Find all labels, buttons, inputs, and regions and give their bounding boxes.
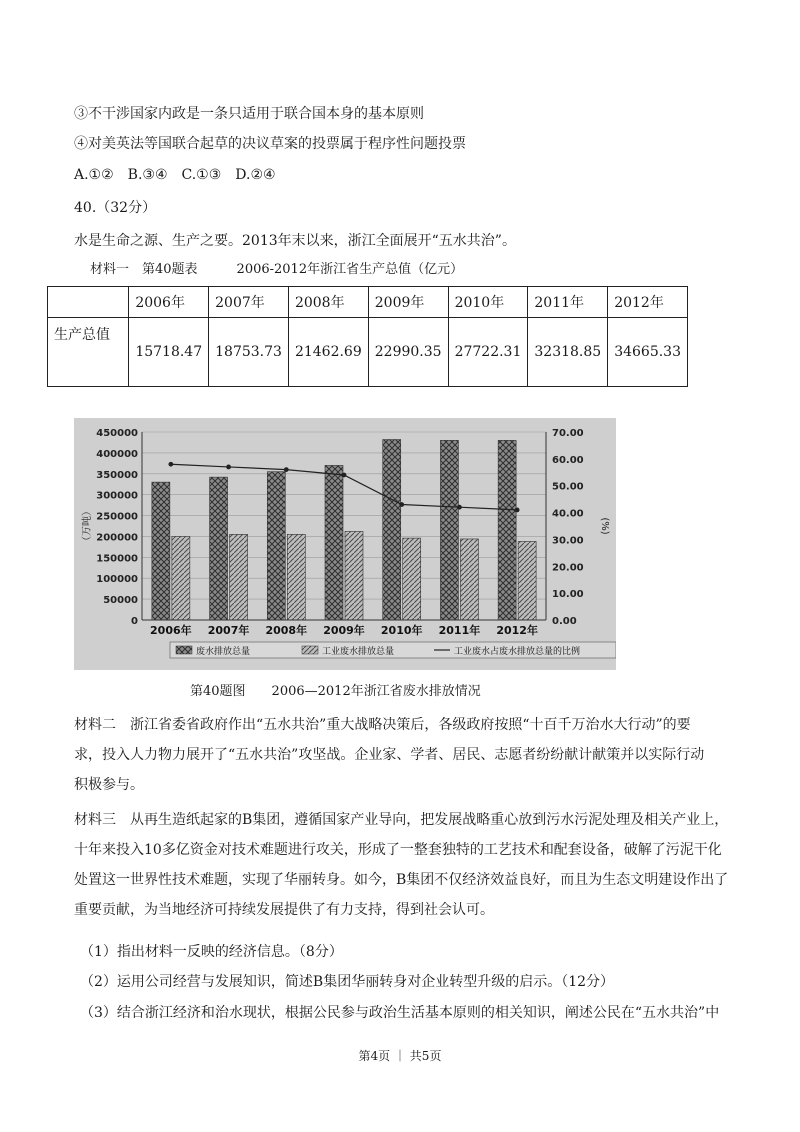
legend-label: 工业废水占废水排放总量的比例	[454, 647, 581, 657]
value-cell: 22990.35	[368, 318, 448, 387]
wastewater-chart	[74, 418, 616, 670]
bar-total-wastewater	[152, 482, 170, 620]
value-cell: 32318.85	[528, 318, 608, 387]
bar-industrial-wastewater	[345, 531, 363, 620]
material3-line: 重要贡献，为当地经济可持续发展提供了有力支持，得到社会认可。	[74, 902, 494, 918]
table-corner-cell	[48, 287, 129, 318]
y-left-tick-label: 250000	[96, 511, 138, 523]
bar-industrial-wastewater	[460, 539, 478, 620]
y-left-tick-label: 300000	[96, 490, 138, 502]
material3	[74, 805, 734, 925]
y-left-tick-label: 400000	[96, 448, 138, 460]
bar-industrial-wastewater	[230, 534, 248, 620]
x-tick-label: 2009年	[323, 624, 365, 637]
value-cell: 27722.31	[448, 318, 528, 387]
legend-swatch	[176, 646, 192, 654]
value-cell: 34665.33	[608, 318, 688, 387]
legend-label: 废水排放总量	[196, 647, 251, 657]
material1-title: 材料一 第40题表 2006-2012年浙江省生产总值（亿元）	[90, 262, 464, 277]
ratio-point	[226, 465, 231, 470]
year-header: 2006年	[129, 287, 209, 318]
y-right-tick-label: 50.00	[552, 481, 584, 493]
y-right-tick-label: 70.00	[552, 428, 584, 439]
row-label: 生产总值	[48, 318, 129, 387]
option-4: ④对美英法等国联合起草的决议草案的投票属于程序性问题投票	[74, 136, 466, 152]
year-header: 2009年	[368, 287, 448, 318]
ratio-point	[342, 473, 347, 478]
bar-industrial-wastewater	[403, 538, 421, 620]
y-left-tick-label: 350000	[96, 469, 138, 481]
material2-line: 材料二 浙江省委省政府作出“五水共治”重大战略决策后，各级政府按照“十百千万治水大行动”的要	[74, 717, 691, 733]
x-tick-label: 2007年	[207, 624, 250, 637]
y-right-tick-label: 0.00	[552, 616, 577, 627]
year-header: 2008年	[288, 287, 368, 318]
value-cell: 15718.47	[129, 318, 209, 387]
year-header: 2011年	[528, 287, 608, 318]
y-right-tick-label: 20.00	[552, 562, 584, 574]
question-header: 40.（32分）	[74, 200, 157, 216]
material2-line: 积极参与。	[74, 777, 144, 793]
option-3: ③不干涉国家内政是一条只适用于联合国本身的基本原则	[74, 106, 424, 122]
y-left-tick-label: 150000	[96, 553, 138, 565]
material3-line: 处置这一世界性技术难题，实现了华丽转身。如今，B集团不仅经济效益良好，而且为生态文明建设作出了	[74, 872, 729, 888]
bar-industrial-wastewater	[287, 534, 305, 620]
y-right-axis-label: (%)	[599, 517, 610, 535]
value-cell: 21462.69	[288, 318, 368, 387]
y-left-axis-label: （万吨）	[82, 506, 93, 546]
question-intro: 水是生命之源、生产之要。2013年末以来，浙江全面展开“五水共治”。	[74, 233, 516, 249]
x-tick-label: 2012年	[496, 624, 538, 637]
y-left-tick-label: 100000	[96, 574, 138, 586]
year-header: 2007年	[209, 287, 289, 318]
material2	[74, 710, 734, 800]
y-left-tick-label: 50000	[103, 595, 138, 607]
subquestion-3: （3）结合浙江经济和治水现状，根据公民参与政治生活基本原则的相关知识，阐述公民在“五水共治”中	[80, 1005, 720, 1021]
bar-total-wastewater	[498, 440, 516, 620]
bar-industrial-wastewater	[172, 536, 190, 620]
subquestion-1: （1）指出材料一反映的经济信息。（8分）	[80, 944, 343, 960]
legend-swatch	[302, 646, 318, 654]
year-header: 2010年	[448, 287, 528, 318]
chart-caption: 第40题图 2006—2012年浙江省废水排放情况	[190, 684, 481, 699]
chart-svg	[74, 418, 616, 670]
page-footer: 第4页 ｜ 共5页	[358, 1049, 442, 1063]
bar-industrial-wastewater	[518, 541, 536, 620]
legend-label: 工业废水排放总量	[322, 647, 395, 657]
material3-line: 材料三 从再生造纸起家的B集团，遵循国家产业导向，把发展战略重心放到污水污泥处理及相关产业上，	[74, 812, 729, 828]
y-right-tick-label: 40.00	[552, 508, 584, 520]
y-right-tick-label: 60.00	[552, 454, 584, 466]
y-left-tick-label: 200000	[96, 532, 138, 544]
y-right-tick-label: 10.00	[552, 589, 584, 601]
value-cell: 18753.73	[209, 318, 289, 387]
ratio-point	[399, 502, 404, 507]
ratio-point	[168, 462, 173, 467]
answer-choices: A.①② B.③④ C.①③ D.②④	[74, 167, 276, 183]
y-left-tick-label: 450000	[96, 428, 138, 439]
material2-line: 求，投入人力物力展开了“五水共治”攻坚战。企业家、学者、居民、志愿者纷纷献计献策并以实际行动	[74, 747, 705, 763]
bar-total-wastewater	[383, 440, 401, 620]
x-tick-label: 2006年	[150, 624, 192, 637]
bar-total-wastewater	[325, 465, 343, 620]
gdp-table	[47, 286, 688, 387]
ratio-point	[515, 507, 520, 512]
x-tick-label: 2010年	[380, 624, 423, 637]
y-right-tick-label: 30.00	[552, 535, 584, 547]
x-tick-label: 2008年	[265, 624, 308, 637]
bar-total-wastewater	[440, 440, 458, 620]
x-tick-label: 2011年	[438, 624, 481, 637]
ratio-point	[457, 505, 462, 510]
bar-total-wastewater	[210, 477, 228, 620]
bar-total-wastewater	[267, 472, 285, 620]
year-header: 2012年	[608, 287, 688, 318]
subquestion-2: （2）运用公司经营与发展知识，简述B集团华丽转身对企业转型升级的启示。（12分）	[80, 974, 615, 990]
y-left-tick-label: 0	[131, 616, 138, 627]
ratio-point	[284, 467, 289, 472]
material3-line: 十年来投入10多亿资金对技术难题进行攻关，形成了一整套独特的工艺技术和配套设备，破解了污泥干化	[74, 842, 722, 858]
